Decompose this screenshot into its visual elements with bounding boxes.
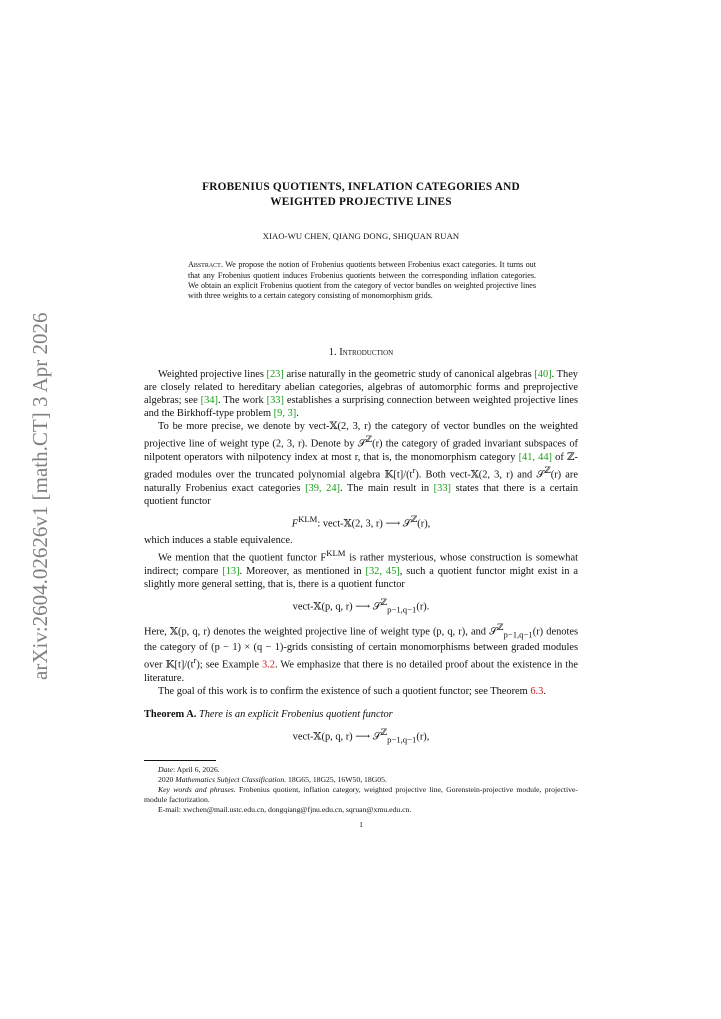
equation-1 [144,513,578,531]
citation[interactable]: [33] [266,395,284,406]
title-line-2: WEIGHTED PROJECTIVE LINES [270,196,452,208]
text-run: We mention that the quotient functor F [158,552,327,564]
citation[interactable]: [23] [266,368,284,380]
text-run: . The work [217,395,267,406]
text-run: . We emphasize that there is no detailed proof about the existence in the literature. [144,659,578,685]
subscript: p−1,q−1 [387,604,417,615]
footnote-rule [144,760,216,761]
footnote-email: E-mail: xwchen@mail.ustc.edu.cn, dongqiang@fjnu.edu.cn, sqruan@xmu.edu.cn. [158,804,412,814]
text-run: arise naturally in the geometric study of canonical algebras [283,368,535,380]
citation[interactable]: [40] [534,368,552,380]
text-run: is rather mysterious, whose construction is somewhat indirect; compare [144,552,579,577]
superscript: KLM [298,513,318,524]
theorem-statement: There is an explicit Frobenius quotient functor [198,709,393,721]
footnote-text: 2020 [158,774,176,784]
paper-body [144,180,578,831]
superscript: ℤ [497,621,504,632]
math-run: (r). [416,601,430,613]
abstract-text: We propose the notion of Frobenius quotients between Frobenius exact categories. It turns out that any Frobenius quotient induces Frobenius quotients between the corresponding inflation categories. We obtain an explicit Frobenius quotient from the category of vector bundles on weighted projective lines with three weights to a certain category consisting of monomorphism grids. [188,260,536,301]
citation[interactable]: [34] [200,395,218,406]
author-list: XIAO-WU CHEN, QIANG DONG, SHIQUAN RUAN [262,231,460,241]
title-line-1: FROBENIUS QUOTIENTS, INFLATION CATEGORIES AND [202,181,520,193]
math-run: F [291,518,299,530]
text-run: establishes a surprising connection between weighted projective lines and the Birkhoff-type problem [144,395,578,420]
section-number: 1. [328,346,337,358]
paragraph-1 [144,368,578,420]
superscript: ℤ [380,727,388,738]
subscript: p−1,q−1 [503,629,533,640]
section-title: Introduction [339,346,394,358]
citation[interactable]: [39, 24] [305,482,340,494]
footnote-msc [144,775,578,785]
math-run: (r), [416,731,430,743]
text-run: . Moreover, as mentioned in [239,565,366,577]
section-heading [144,346,578,359]
page-number: 1 [359,819,363,829]
paragraph-2 [144,420,578,508]
equation-3 [144,726,578,747]
text-run: The goal of this work is to confirm the existence of such a quotient functor; see Theorem [158,686,531,698]
superscript: KLM [326,548,346,559]
abstract [188,260,536,302]
superscript: ℤ [380,597,388,608]
footnote-keywords [144,785,578,805]
math-run: (r), [417,518,431,530]
arxiv-stamp-text: arXiv:2604.02626v1 [math.CT] 3 Apr 2026 [28,312,52,680]
footnote-label: Date [158,764,173,774]
superscript: ℤ [544,464,551,475]
text-run: . The main result in [340,482,434,494]
superscript: ℤ [410,513,418,524]
paragraph-3: which induces a stable equivalence. [144,535,293,547]
cross-reference[interactable]: 3.2 [261,659,275,671]
paragraph-4 [144,547,578,591]
text-run: . [543,686,546,698]
citation[interactable]: [13] [222,565,240,577]
footnote-text: Frobenius quotient, inflation category, weighted projective line, Gorenstein-projective module, projective-module factorization. [144,784,578,804]
footnote-label: Key words and phrases. [158,784,236,794]
citation[interactable]: [41, 44] [518,451,553,463]
text-run: To be more precise, we denote by vect-𝕏(2, 3, r) the category of vector bundles on the weighted projective line of weight type (2, 3, r). Denote by 𝒮 [144,421,578,450]
superscript: r [193,655,197,666]
paper-title [144,180,578,210]
theorem-label: Theorem A. [144,709,197,721]
footnotes [144,765,578,815]
text-run: states that there is a certain quotient functor [144,482,579,507]
paragraph-5 [144,621,578,685]
paragraph-6 [144,685,578,698]
math-run: : vect-𝕏(2, 3, r) ⟶ 𝒮 [317,518,411,530]
superscript: r [412,464,416,475]
text-run: (r) the category of graded invariant subspaces of nilpotent operators with nilpotency index at most r, that is, the monomorphism category [144,438,578,463]
footnote-text: : April 6, 2026. [172,764,220,774]
text-run: Weighted projective lines [158,368,267,380]
footnote-text: 18G65, 18G25, 16W50, 18G05. [286,774,387,784]
arxiv-stamp-svg [18,270,58,690]
text-run: ); see Example [196,659,262,671]
citation[interactable]: [33] [433,482,451,494]
text-run: of ℤ-graded modules over the truncated polynomial algebra 𝕂[t]/(t [144,451,578,481]
text-run: ). Both vect-𝕏(2, 3, r) and 𝒮 [415,469,545,481]
text-run: (r) are naturally Frobenius exact categories [144,469,578,494]
citation[interactable]: [32, 45] [365,565,400,577]
text-run: . They are closely related to hereditary abelian categories, algebras of automorphic forms and preprojective algebras; see [144,368,579,406]
superscript: ℤ [365,434,373,445]
text-run: . [296,408,299,420]
abstract-label: Abstract. [188,260,223,270]
footnote-date [144,765,578,775]
cross-reference[interactable]: 6.3 [530,686,544,698]
citation[interactable]: [9, 3] [273,408,297,420]
arxiv-stamp [18,270,58,690]
equation-2 [144,596,578,617]
text-run: , such a quotient functor might exist in a slightly more general setting, that is, there is a quotient functor [144,565,578,590]
text-run: Here, 𝕏(p, q, r) denotes the weighted projective line of weight type (p, q, r), and 𝒮 [144,626,498,638]
footnote-label: Mathematics Subject Classification. [175,774,287,784]
math-run: vect-𝕏(p, q, r) ⟶ 𝒮 [292,731,381,743]
subscript: p−1,q−1 [387,734,417,745]
math-run: vect-𝕏(p, q, r) ⟶ 𝒮 [292,601,381,613]
text-run: (r) denotes the category of (p − 1) × (q − 1)-grids consisting of certain monomorphisms between graded modules over 𝕂[t]/(t [144,626,578,671]
theorem-a [144,708,578,721]
